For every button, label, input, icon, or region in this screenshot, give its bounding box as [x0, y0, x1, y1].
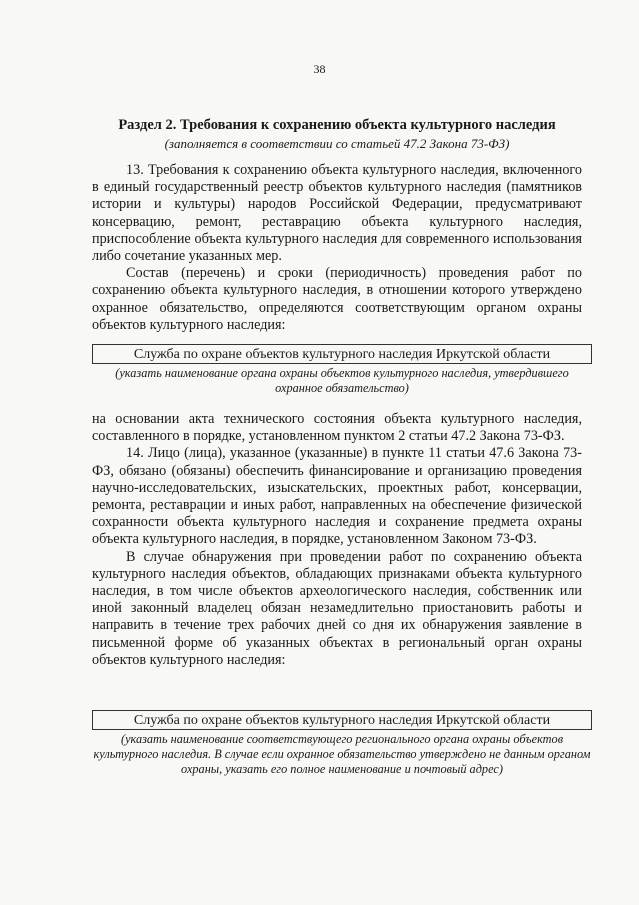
- paragraph-composition: Состав (перечень) и сроки (периодичность) проведения работ по сохранению объекта культурного наследия, в отношении которого утверждено охранное обязательство, определяются соответствующим органом охраны объектов культурного наследия:: [92, 265, 582, 333]
- section-subtitle: (заполняется в соответствии со статьей 47.2 Закона 73-ФЗ): [164, 136, 510, 151]
- paragraph-basis: на основании акта технического состояния объекта культурного наследия, составленного в порядке, установленном пунктом 2 статьи 47.2 Закона 73-ФЗ.: [92, 411, 582, 445]
- section-title: Раздел 2. Требования к сохранению объекта культурного наследия: [118, 117, 556, 133]
- paragraph-14: 14. Лицо (лица), указанное (указанные) в пункте 11 статьи 47.6 Закона 73-ФЗ, обязано (обязаны) обеспечить финансирование и организацию проведения научно-исследовательских, изыскательских, проектных работ, консервации, ремонта, реставрации и иных работ, направленных на обеспечение физической сохранности объекта культурного наследия и сохранение предмета охраны объекта культурного наследия, в порядке, установленном Законом 73-ФЗ.: [92, 445, 582, 548]
- paragraph-13: 13. Требования к сохранению объекта культурного наследия, включенного в единый государственный реестр объектов культурного наследия (памятников истории и культуры) народов Российской Федерации, предусматривают консервацию, ремонт, реставрацию объекта культурного наследия, приспособление объекта культурного наследия для современного использования либо сочетание указанных мер.: [92, 162, 582, 265]
- authority-field-2: Служба по охране объектов культурного наследия Иркутской области: [92, 710, 592, 730]
- paragraph-discovery: В случае обнаружения при проведении работ по сохранению объекта культурного наследия объектов, обладающих признаками объекта культурного наследия, в том числе объектов археологического наследия, собственник или иной законный владелец обязан незамедлительно приостановить работы и направить в течение трех рабочих дней со дня их обнаружения заявление в письменной форме об указанных объектах в региональный орган охраны объектов культурного наследия:: [92, 548, 582, 668]
- authority-field-1-note: (указать наименование органа охраны объектов культурного наследия, утвердившего охранное обязательство): [115, 366, 569, 395]
- text-block-2: [92, 411, 582, 669]
- text-block-1: [92, 162, 582, 334]
- authority-field-1: Служба по охране объектов культурного наследия Иркутской области: [92, 344, 592, 364]
- page-number: 38: [313, 62, 326, 76]
- authority-field-2-note: (указать наименование соответствующего регионального органа охраны объектов культурного наследия. В случае если охранное обязательство утверждено не данным органом охраны, указать его полное наименование и почтовый адрес): [93, 732, 591, 776]
